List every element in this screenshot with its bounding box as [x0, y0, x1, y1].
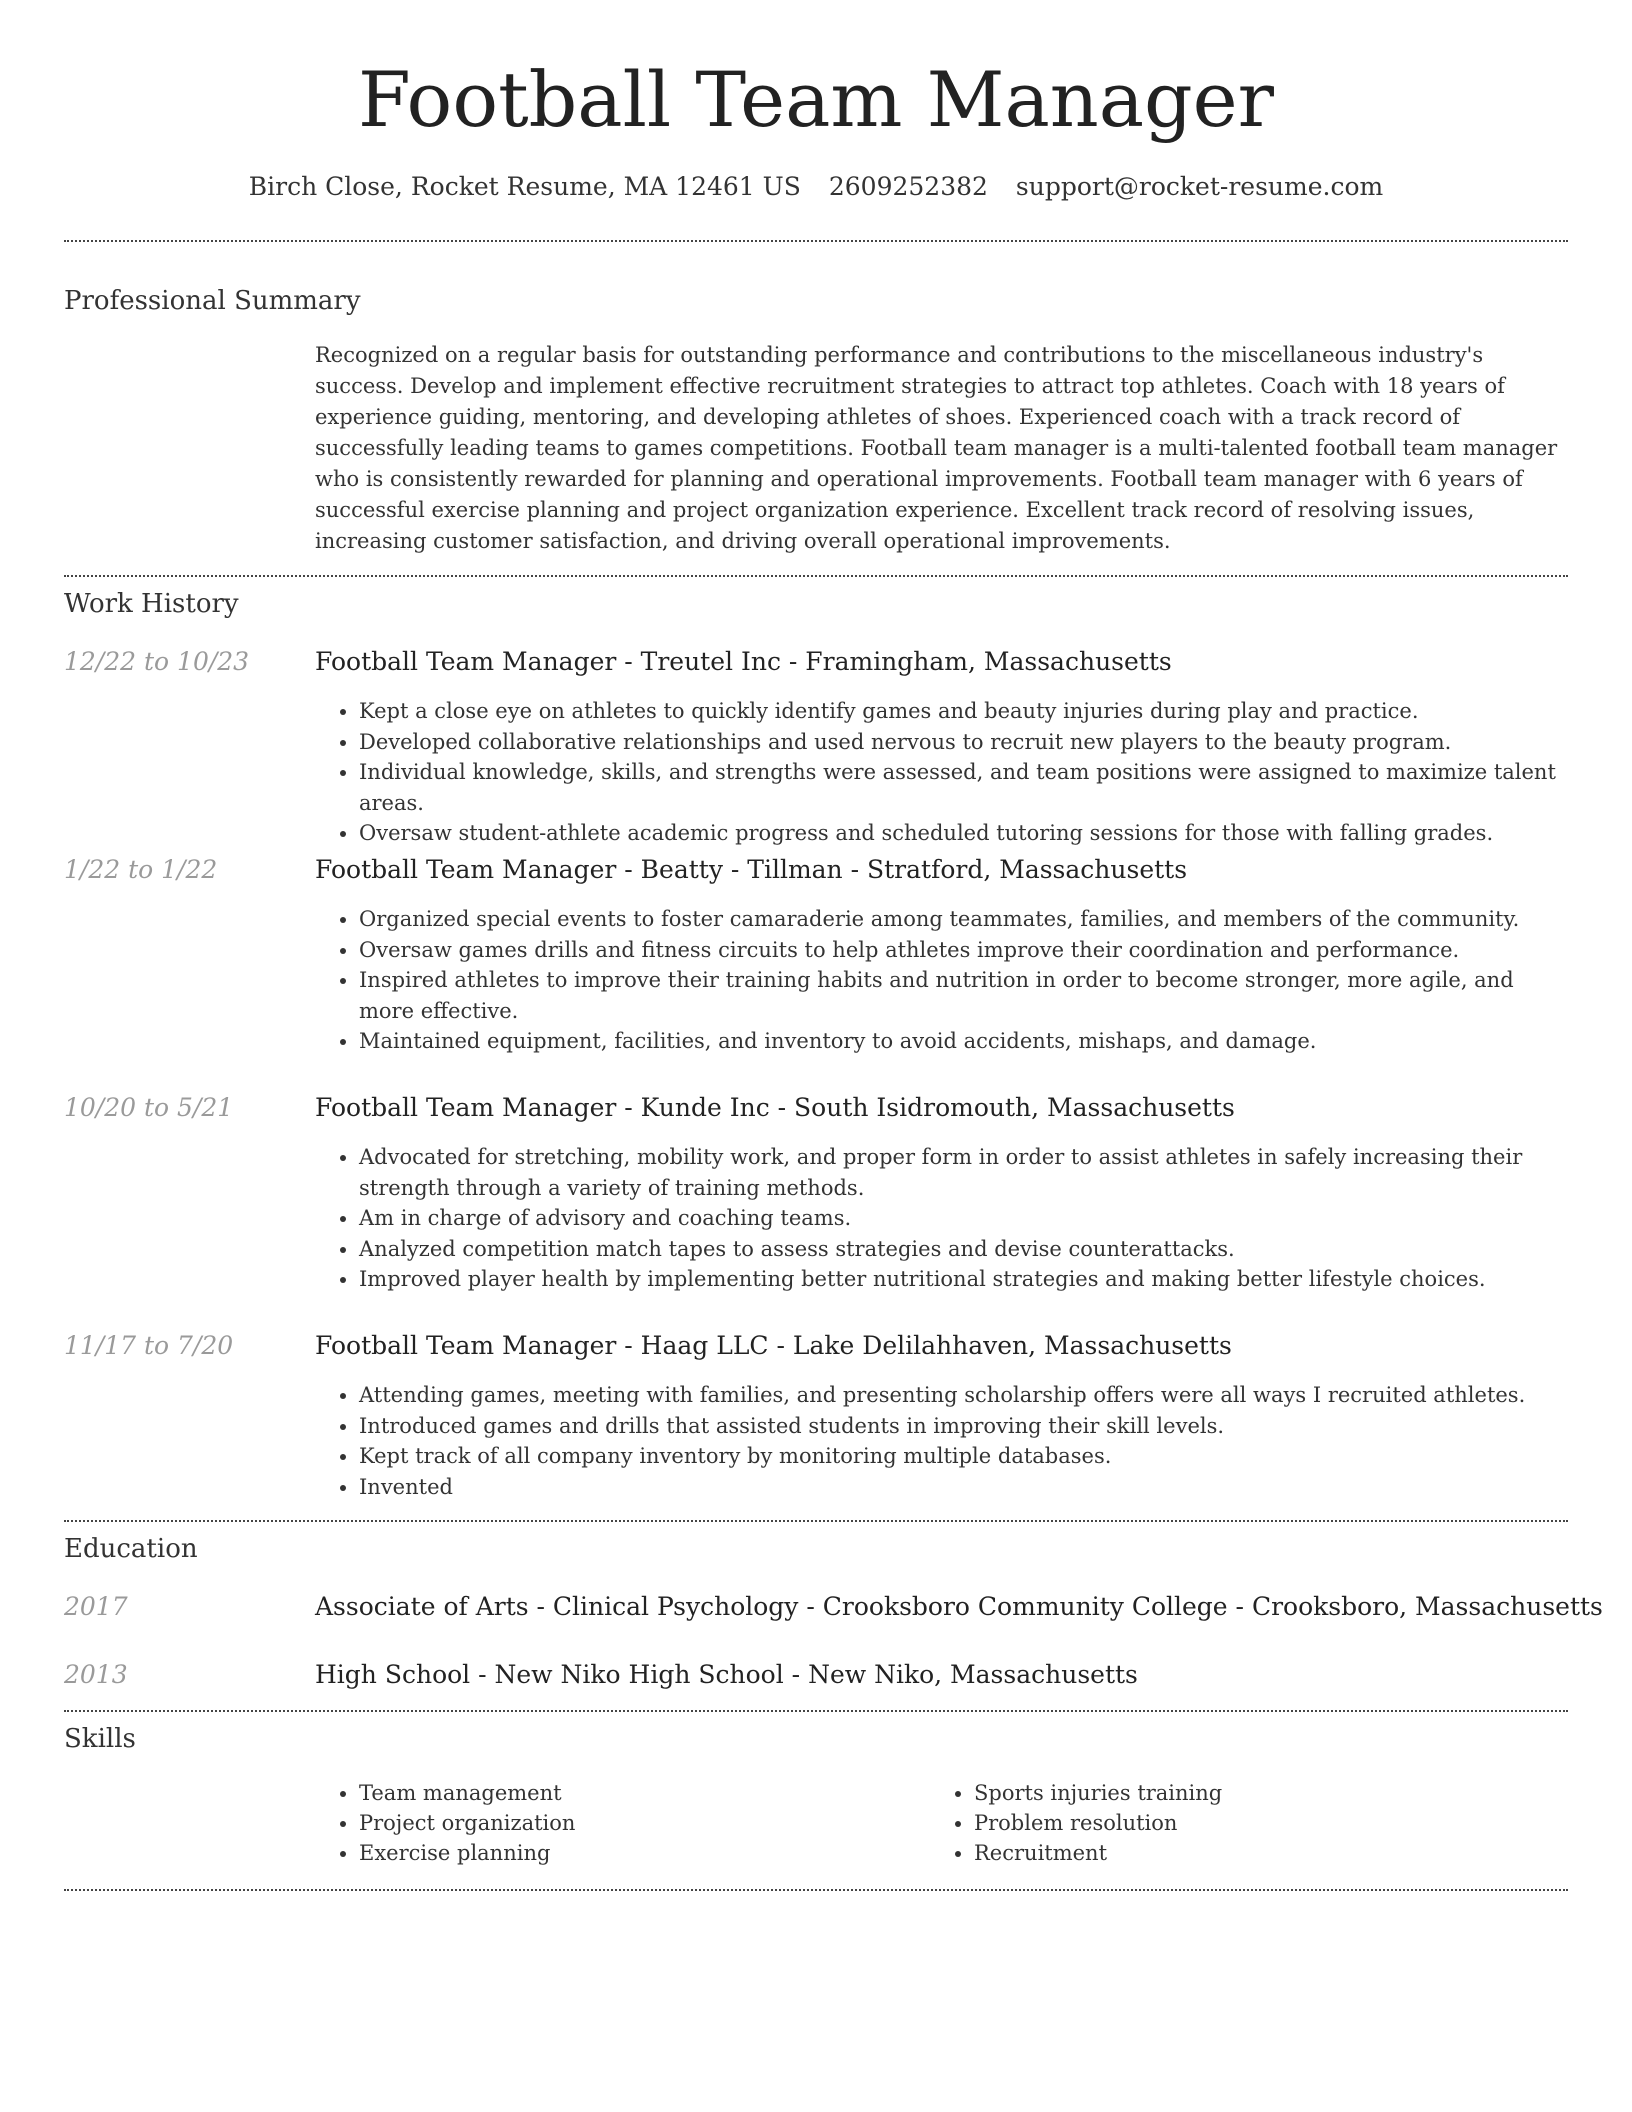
education-entry: High School - New Niko High School - New Niko, Massachusetts: [315, 1660, 1138, 1689]
education-entry: Associate of Arts - Clinical Psychology - Crooksboro Community College - Crooksboro, Massachusetts: [315, 1592, 1603, 1621]
skill-item: • Sports injuries training: [974, 1778, 1530, 1808]
section-divider: [64, 1889, 1568, 1891]
job-bullet: • Oversaw student-athlete academic progress and scheduled tutoring sessions for those with falling grades.: [359, 818, 1568, 849]
job-bullets: [315, 904, 1568, 1057]
section-divider: [64, 1520, 1568, 1522]
skill-item: • Exercise planning: [359, 1838, 915, 1868]
section-divider: [64, 1710, 1568, 1712]
candidate-name: Football Team Manager: [357, 55, 1274, 144]
job-bullet: • Advocated for stretching, mobility work, and proper form in order to assist athletes in safely increasing their strength through a variety of training methods.: [359, 1142, 1568, 1203]
job-bullet: • Analyzed competition match tapes to assess strategies and devise counterattacks.: [359, 1234, 1568, 1265]
skill-item: • Team management: [359, 1778, 915, 1808]
job-bullet: • Inspired athletes to improve their training habits and nutrition in order to become stronger, more agile, and more effective.: [359, 965, 1568, 1026]
education-year: 2017: [64, 1592, 128, 1621]
job-bullet: • Individual knowledge, skills, and strengths were assessed, and team positions were assigned to maximize talent areas.: [359, 757, 1568, 818]
job-bullet: • Introduced games and drills that assisted students in improving their skill levels.: [359, 1411, 1568, 1442]
summary-text: Recognized on a regular basis for outstanding performance and contributions to the miscellaneous industry's success. Develop and implement effective recruitment strategies to attract top athletes. Coach with 18 years of experience guiding, mentoring, and developing athletes of shoes. Experienced coach with a track record of successfully leading teams to games competitions. Football team manager is a multi-talented football team manager who is consistently rewarded for planning and operational improvements. Football team manager with 6 years of successful exercise planning and project organization experience. Excellent track record of resolving issues, increasing customer satisfaction, and driving overall operational improvements.: [315, 343, 1558, 553]
job-bullet: • Maintained equipment, facilities, and inventory to avoid accidents, mishaps, and damage.: [359, 1026, 1568, 1057]
section-title-summary: Professional Summary: [64, 286, 361, 316]
job-bullet: • Developed collaborative relationships and used nervous to recruit new players to the beauty program.: [359, 727, 1568, 758]
education-year: 2013: [64, 1660, 128, 1689]
contact-email: support@rocket-resume.com: [1015, 172, 1384, 201]
skill-item: • Project organization: [359, 1808, 915, 1838]
section-divider: [64, 240, 1568, 242]
job-bullet: • Improved player health by implementing better nutritional strategies and making better lifestyle choices.: [359, 1264, 1568, 1295]
job-title: Football Team Manager - Haag LLC - Lake Delilahhaven, Massachusetts: [315, 1331, 1232, 1360]
job-bullet: • Organized special events to foster camaraderie among teammates, families, and members of the community.: [359, 904, 1568, 935]
job-bullet: • Kept track of all company inventory by monitoring multiple databases.: [359, 1441, 1568, 1472]
job-bullet: • Am in charge of advisory and coaching teams.: [359, 1203, 1568, 1234]
job-dates: 1/22 to 1/22: [64, 855, 218, 884]
section-title-work-history: Work History: [64, 589, 239, 619]
skill-item: • Recruitment: [974, 1838, 1530, 1868]
job-bullet: • Kept a close eye on athletes to quickly identify games and beauty injuries during play and practice.: [359, 696, 1568, 727]
job-bullets: [315, 1380, 1568, 1502]
job-title: Football Team Manager - Beatty - Tillman - Stratford, Massachusetts: [315, 855, 1188, 884]
contact-info: [64, 170, 1568, 204]
section-divider: [64, 575, 1568, 577]
job-bullet: • Attending games, meeting with families, and presenting scholarship offers were all ways I recruited athletes.: [359, 1380, 1568, 1411]
skills-list-right: [930, 1778, 1530, 1868]
job-bullet: • Invented: [359, 1472, 1568, 1503]
job-title: Football Team Manager - Treutel Inc - Framingham, Massachusetts: [315, 647, 1172, 676]
job-dates: 12/22 to 10/23: [64, 647, 250, 676]
section-title-education: Education: [64, 1534, 198, 1564]
job-bullet: • Oversaw games drills and fitness circuits to help athletes improve their coordination and performance.: [359, 935, 1568, 966]
contact-address: Birch Close, Rocket Resume, MA 12461 US: [248, 172, 801, 201]
job-bullets: [315, 1142, 1568, 1295]
job-dates: 11/17 to 7/20: [64, 1331, 234, 1360]
skill-item: • Problem resolution: [974, 1808, 1530, 1838]
job-dates: 10/20 to 5/21: [64, 1093, 234, 1122]
section-title-skills: Skills: [64, 1724, 136, 1754]
job-title: Football Team Manager - Kunde Inc - South Isidromouth, Massachusetts: [315, 1093, 1235, 1122]
contact-phone: 2609252382: [828, 172, 988, 201]
skills-list-left: [315, 1778, 915, 1868]
job-bullets: [315, 696, 1568, 849]
